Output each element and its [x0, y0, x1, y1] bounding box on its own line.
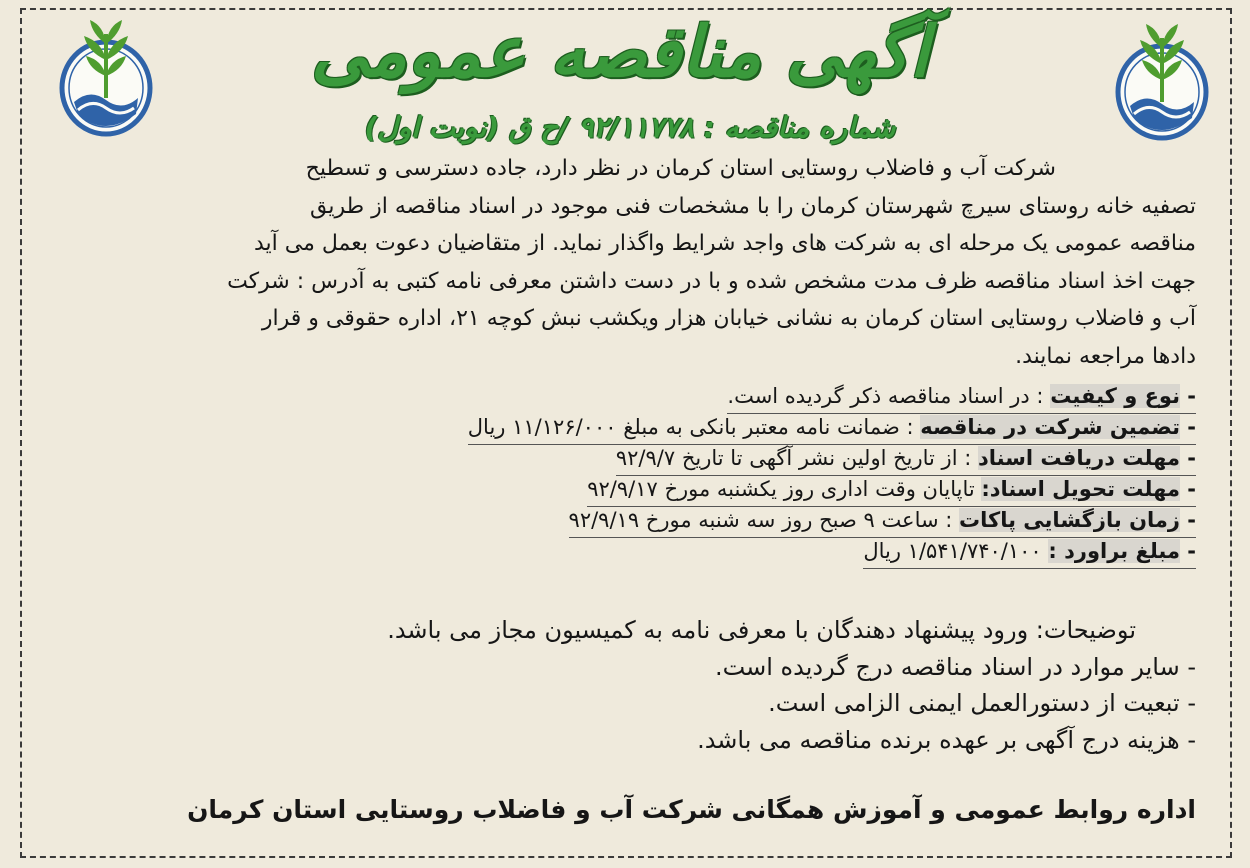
note-item: - تبعیت از دستورالعمل ایمنی الزامی است.: [768, 689, 1196, 717]
issuer-signature: اداره روابط عمومی و آموزش همگانی شرکت آب و فاضلاب روستایی استان کرمان: [187, 795, 1196, 824]
term-value: : ساعت ۹ صبح روز سه شنبه مورخ ۹۲/۹/۱۹: [568, 508, 960, 532]
term-value: تاپایان وقت اداری روز یکشنبه مورخ ۹۲/۹/۱۷: [587, 477, 982, 501]
term-row: - زمان بازگشایی پاکات : ساعت ۹ صبح روز سه شنبه مورخ ۹۲/۹/۱۹: [220, 506, 1196, 537]
term-value: : از تاریخ اولین نشر آگهی تا تاریخ ۹۲/۹/۷: [615, 446, 978, 470]
company-logo-icon: [1112, 18, 1212, 142]
notes-section: [56, 612, 1196, 758]
note-item: - سایر موارد در اسناد مناقصه درج گردیده است.: [714, 652, 1196, 681]
notice-title: آگهی مناقصه عمومی: [310, 11, 929, 93]
notes-description: توضیحات: ورود پیشنهاد دهندگان با معرفی نامه به کمیسیون مجاز می باشد.: [387, 616, 1136, 644]
term-label: تضمین شرکت در مناقصه: [920, 415, 1180, 439]
term-value: ۱/۵۴۱/۷۴۰/۱۰۰ ریال: [863, 539, 1049, 563]
body-line: تصفیه خانه روستای سیرچ شهرستان کرمان را با مشخصات فنی موجود در اسناد مناقصه از طریق: [310, 193, 1196, 219]
term-row: - تضمین شرکت در مناقصه : ضمانت نامه معتبر بانکی به مبلغ ۱۱/۱۲۶/۰۰۰ ریال: [220, 413, 1196, 444]
term-row: - مبلغ براورد : ۱/۵۴۱/۷۴۰/۱۰۰ ریال: [220, 537, 1196, 568]
term-label: نوع و کیفیت: [1050, 384, 1180, 408]
term-value: : در اسناد مناقصه ذکر گردیده است.: [727, 384, 1051, 408]
body-line: مناقصه عمومی یک مرحله ای به شرکت های واجد شرایط واگذار نماید. از متقاضیان دعوت بعمل می آید: [253, 231, 1196, 256]
body-line: جهت اخذ اسناد مناقصه ظرف مدت مشخص شده و با در دست داشتن معرفی نامه کتبی به آدرس : شرکت: [227, 268, 1196, 294]
tender-number: شماره مناقصه : ۹۲/۱۱۷۷۸ /ح ق (نوبت اول): [364, 111, 896, 144]
term-label: مهلت تحویل اسناد:: [981, 477, 1180, 501]
term-label: مبلغ براورد :: [1048, 539, 1180, 563]
term-row: - مهلت دریافت اسناد : از تاریخ اولین نشر آگهی تا تاریخ ۹۲/۹/۷: [220, 444, 1196, 475]
notice-body: [56, 150, 1196, 375]
body-line: آب و فاضلاب روستایی استان کرمان به نشانی خیابان هزار ویکشب نبش کوچه ۲۱، اداره حقوقی و قرار: [261, 306, 1196, 331]
term-label: زمان بازگشایی پاکات: [959, 508, 1180, 532]
term-row: - مهلت تحویل اسناد: تاپایان وقت اداری روز یکشنبه مورخ ۹۲/۹/۱۷: [220, 475, 1196, 506]
term-value: : ضمانت نامه معتبر بانکی به مبلغ ۱۱/۱۲۶/۰۰۰ ریال: [467, 415, 921, 439]
term-label: مهلت دریافت اسناد: [977, 446, 1180, 470]
note-item: - هزینه درج آگهی بر عهده برنده مناقصه می باشد.: [697, 725, 1196, 754]
body-line: شرکت آب و فاضلاب روستایی استان کرمان در نظر دارد، جاده دسترسی و تسطیح: [305, 156, 1056, 181]
company-logo-icon: [56, 14, 156, 138]
body-line: دادها مراجعه نمایند.: [1015, 343, 1196, 369]
term-row: - نوع و کیفیت : در اسناد مناقصه ذکر گردیده است.: [220, 382, 1196, 413]
terms-list: [220, 382, 1196, 568]
